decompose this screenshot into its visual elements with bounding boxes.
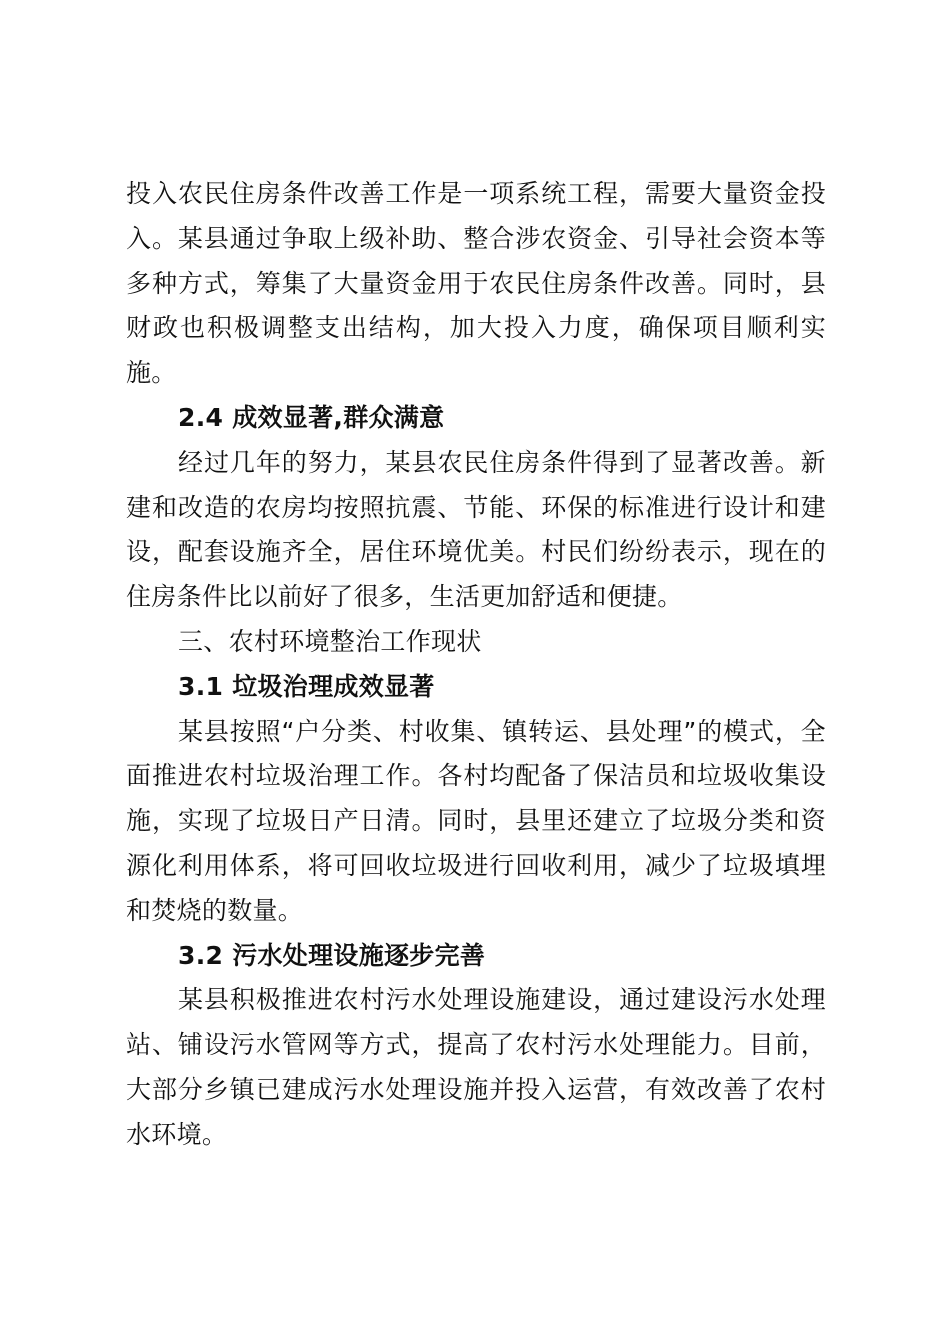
heading-3-1: 3.1 垃圾治理成效显著 (178, 671, 435, 701)
document-body (126, 172, 826, 1158)
paragraph-sewage-treatment: 某县积极推进农村污水处理设施建设，通过建设污水处理站、铺设污水管网等方式，提高了农村污水处理能力。目前，大部分乡镇已建成污水处理设施并投入运营，有效改善了农村水环境。 (126, 985, 826, 1149)
section-title-3: 三、农村环境整治工作现状 (178, 626, 482, 656)
paragraph-garbage-treatment: 某县按照“户分类、村收集、镇转运、县处理”的模式，全面推进农村垃圾治理工作。各村均配备了保洁员和垃圾收集设施，实现了垃圾日产日清。同时，县里还建立了垃圾分类和资源化利用体系，将可回收垃圾进行回收利用，减少了垃圾填埋和焚烧的数量。 (126, 716, 826, 925)
paragraph-housing-funding: 投入农民住房条件改善工作是一项系统工程，需要大量资金投入。某县通过争取上级补助、整合涉农资金、引导社会资本等多种方式，筹集了大量资金用于农民住房条件改善。同时，县财政也积极调整支出结构，加大投入力度，确保项目顺利实施。 (126, 179, 826, 388)
heading-3-2: 3.2 污水处理设施逐步完善 (178, 940, 486, 970)
paragraph-housing-results: 经过几年的努力，某县农民住房条件得到了显著改善。新建和改造的农房均按照抗震、节能、环保的标准进行设计和建设，配套设施齐全，居住环境优美。村民们纷纷表示，现在的住房条件比以前好了很多，生活更加舒适和便捷。 (126, 447, 826, 612)
heading-2-4: 2.4 成效显著,群众满意 (178, 402, 445, 432)
